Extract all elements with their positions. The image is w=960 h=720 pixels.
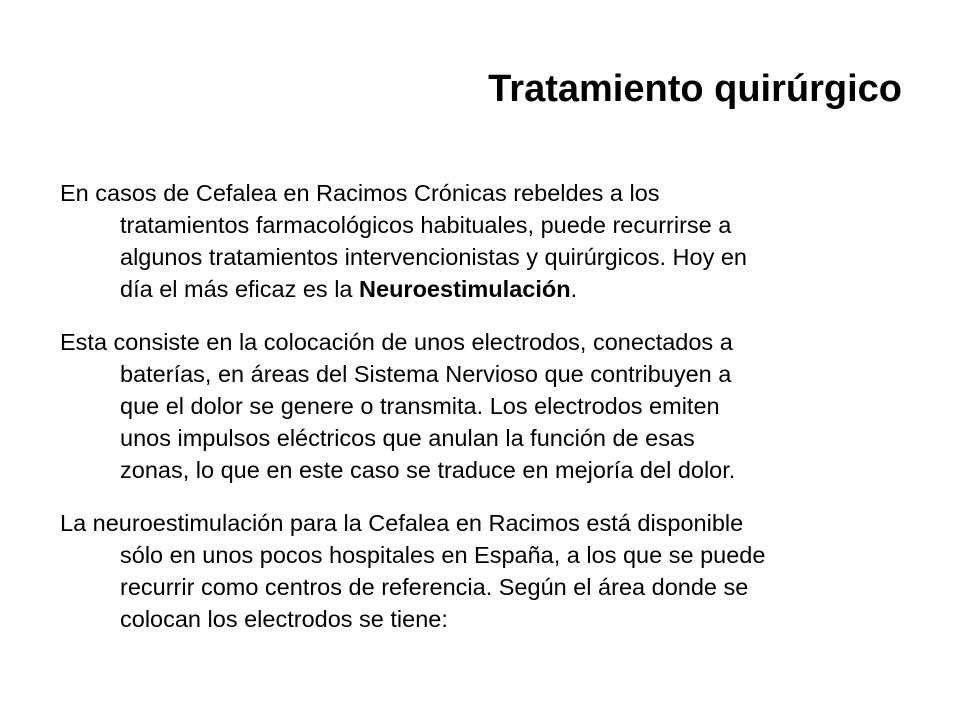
paragraph-line: baterías, en áreas del Sistema Nervioso que contribuyen a	[120, 361, 732, 387]
neuroestimulacion-term: Neuroestimulación	[359, 276, 571, 302]
slide-title: Tratamiento quirúrgico	[488, 68, 902, 110]
paragraph-line: recurrir como centros de referencia. Según el área donde se	[120, 574, 749, 600]
paragraph-line: tratamientos farmacológicos habituales, puede recurrirse a	[120, 212, 732, 238]
paragraph-line: algunos tratamientos intervencionistas y quirúrgicos. Hoy en	[120, 244, 747, 270]
paragraph-line: sólo en unos pocos hospitales en España, a los que se puede	[120, 542, 766, 568]
slide-body	[60, 177, 920, 656]
paragraph-line: que el dolor se genere o transmita. Los electrodos emiten	[120, 393, 720, 419]
paragraph-electrodes	[60, 326, 920, 486]
paragraph-line-end: .	[570, 276, 578, 302]
paragraph-line: En casos de Cefalea en Racimos Crónicas rebeldes a los	[60, 180, 660, 206]
paragraph-line: La neuroestimulación para la Cefalea en Racimos está disponible	[60, 510, 744, 536]
paragraph-surgical-treatment	[60, 177, 920, 305]
paragraph-availability	[60, 507, 920, 635]
paragraph-line: unos impulsos eléctricos que anulan la función de esas	[120, 425, 695, 451]
paragraph-line: Esta consiste en la colocación de unos electrodos, conectados a	[60, 329, 733, 355]
paragraph-line: colocan los electrodos se tiene:	[120, 606, 448, 632]
paragraph-line: zonas, lo que en este caso se traduce en mejoría del dolor.	[120, 457, 736, 483]
paragraph-line: día el más eficaz es la	[120, 276, 360, 302]
